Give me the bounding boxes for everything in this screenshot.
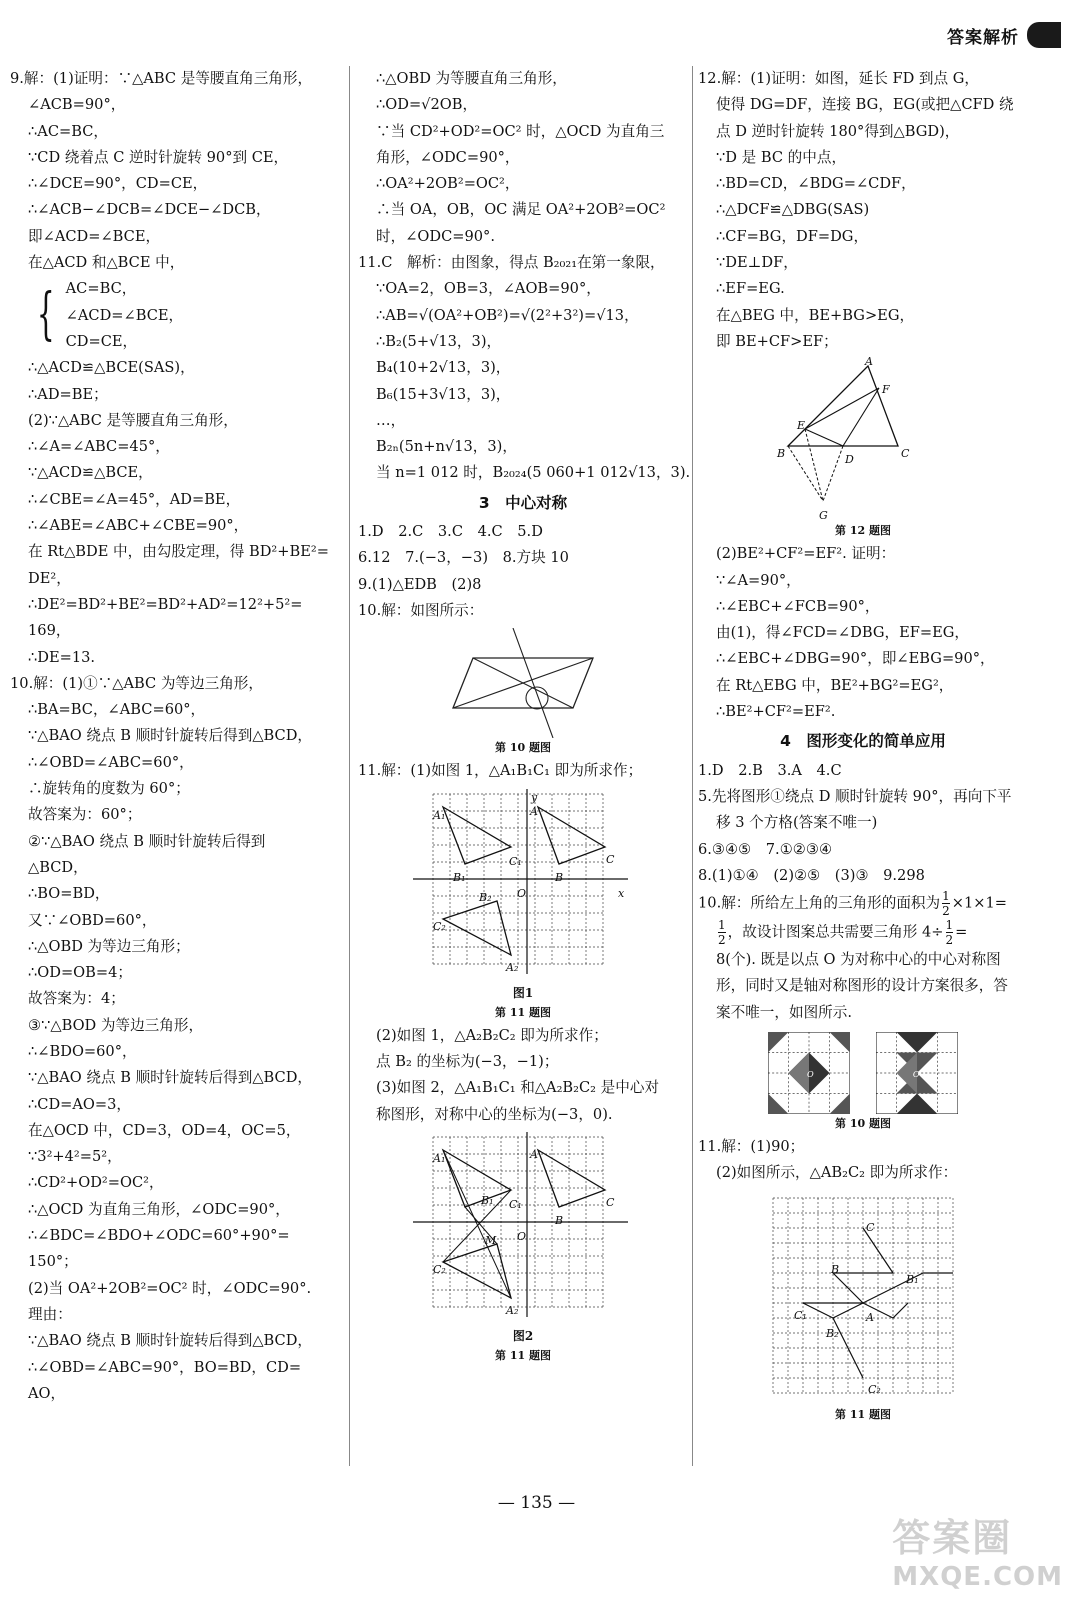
point-label: D [845,453,854,467]
text-line: (3)如图 2，△A₁B₁C₁ 和△A₂B₂C₂ 是中心对 [376,1079,660,1097]
text-line: ∴∠CBE=∠A=45°，AD=BE， [28,490,241,508]
point-label: B [831,1262,840,1276]
point-label: C [606,1196,615,1210]
text-line: ∴B₂(5+√13，3)， [376,332,502,350]
text-line: ∴∠EBC+∠DBG=90°，即∠EBG=90°， [716,650,995,668]
text-line: ∵CD 绕着点 C 逆时针旋转 90°到 CE， [28,148,289,166]
text-line: …， [376,411,406,429]
point-label: O [806,1069,814,1080]
text-line: ∴∠ACB−∠DCB=∠DCE−∠DCB， [28,201,271,219]
column-divider-2 [692,66,693,1466]
text-line: ∵DE⊥DF， [716,254,798,272]
text-line: ∴CD²+OD²=OC²， [28,1174,164,1192]
text-line: ∵当 CD²+OD²=OC² 时，△OCD 为直角三 [376,122,665,140]
figure-caption: 第 12 题图 [835,524,891,538]
y-axis-label: y [531,790,538,804]
text-line: 5.先将图形①绕点 D 顺时针旋转 90°，再向下平 [698,787,1012,805]
point-label: F [882,383,890,397]
text-line: ∵△BAO 绕点 B 顺时针旋转后得到△BCD， [28,1332,312,1350]
text-line: 169， [28,622,71,640]
point-label: C₂ [433,919,446,933]
text-line: 8.(1)①④ (2)②⑤ (3)③ 9.298 [698,866,925,884]
equation-system [10,276,345,355]
text-line: ∴OD=√2OB， [376,96,478,114]
text-line: 12.解：(1)证明：如图，延长 FD 到点 G， [698,70,980,87]
text-line: ∴EF=EG. [716,280,785,298]
text-line: 即∠ACD=∠BCE， [28,227,161,245]
text-line: (2)当 OA²+2OB²=OC² 时，∠ODC=90°. [28,1279,312,1297]
text-fragment: ，故设计图案总共需要三角形 4÷ [727,923,944,941]
point-label: C₁ [509,1198,522,1212]
text-line: B₆(15+3√13，3)， [376,385,511,403]
point-label: A₁ [433,1152,446,1166]
text-line: (2)∵△ABC 是等腰直角三角形， [28,411,238,429]
point-label: B₁ [453,870,466,884]
rotation-grid [768,1193,958,1405]
point-label: C₁ [509,854,522,868]
text-line: 11.解：(1)90； [698,1138,805,1156]
grid-figure-1 [413,789,633,983]
text-fragment: 10.解：所给左上角的三角形的面积为 [698,894,941,912]
column-2 [358,66,691,1366]
point-label: C₂ [433,1263,446,1277]
point-label: C [901,447,910,461]
text-line: 在 Rt△BDE 中，由勾股定理，得 BD²+BE²= [28,543,329,561]
figure-caption: 第 10 题图 [835,1117,891,1131]
column-1 [10,66,345,1407]
fraction [718,918,726,947]
text-line: 点 D 逆时针旋转 180°得到△BGD)， [716,122,960,140]
text-line: CD=CE， [65,332,138,350]
header-tab-marker [1027,22,1061,48]
point-label: C₂ [868,1382,881,1396]
text-line: 理由： [28,1305,72,1323]
parallelogram-figure [433,628,613,738]
text-line: 1.D 2.B 3.A 4.C [698,761,842,779]
point-label: A [530,1148,538,1162]
text-line: ∴∠OBD=∠ABC=60°， [28,753,194,771]
column-divider-1 [349,66,350,1466]
text-line: ∴∠ABE=∠ABC+∠CBE=90°， [28,517,249,535]
text-line: ∴BD=CD，∠BDG=∠CDF， [716,175,916,193]
figure-caption: 第 11 题图 [835,1407,891,1421]
text-line: ∴AD=BE； [28,385,108,403]
text-line: 又∵∠OBD=60°， [28,911,157,929]
text-line: 6.12 7.(−3，−3) 8.方块 10 [358,549,569,567]
text-line: ∴△OBD 为等腰直角三角形， [376,70,567,87]
text-line: ∴△ACD≌△BCE(SAS)， [28,359,195,377]
text-line: ∴BO=BD， [28,885,110,903]
text-line: ∴CF=BG，DF=DG， [716,227,869,245]
text-line: (2)如图所示，△AB₂C₂ 即为所求作： [716,1164,958,1182]
text-line: ∴DE²=BD²+BE²=BD²+AD²=12²+5²= [28,595,303,613]
fraction-numerator: 1 [945,918,954,933]
text-line: ∴OD=OB=4； [28,964,132,982]
text-line [698,889,1028,918]
header-title: 答案解析 [947,27,1019,48]
x-axis-label: x [618,886,625,900]
text-line: 9.解：(1)证明：∵△ABC 是等腰直角三角形， [10,70,313,87]
text-line: 形，同时又是轴对称图形的设计方案很多，答 [716,977,1008,995]
text-line: (2)如图 1，△A₂B₂C₂ 即为所求作； [376,1026,608,1044]
section-title: 4 图形变化的简单应用 [780,732,946,751]
figure-sub-caption: 图1 [512,985,534,1000]
design-2 [876,1032,958,1114]
text-line: 时，∠ODC=90°. [376,227,495,245]
text-line: 即 BE+CF>EF； [716,332,838,350]
text-fragment: ×1×1= [951,894,1008,912]
point-label: B [777,447,786,461]
text-line: ③∵△BOD 为等边三角形， [28,1016,204,1034]
text-line: ∵D 是 BC 的中点， [716,148,847,166]
text-line [698,918,1028,947]
text-line: B₄(10+2√13，3)， [376,359,511,377]
point-label: O [912,1069,920,1080]
triangle-diagram [783,361,943,521]
text-line: 在△OCD 中，CD=3，OD=4，OC=5， [28,1121,301,1139]
text-line: 在△BEG 中，BE+BG>EG， [716,306,915,324]
section-title: 3 中心对称 [478,493,568,512]
text-line: 案不唯一，如图所示. [716,1003,852,1021]
fraction-numerator: 1 [718,918,726,933]
text-line: ∵△BAO 绕点 B 顺时针旋转后得到△BCD， [28,727,312,745]
point-label: A₁ [433,808,446,822]
text-line: 称图形，对称中心的坐标为(−3，0). [376,1105,613,1123]
text-fragment: = [955,923,968,941]
text-line: △BCD， [28,858,88,876]
text-line: ∴CD=AO=3， [28,1095,131,1113]
text-line: 6.③④⑤ 7.①②③④ [698,840,833,858]
text-line: ∠ACB=90°， [28,96,126,114]
rotation-grid-figure [768,1193,958,1405]
text-line: ∴△OCD 为直角三角形，∠ODC=90°， [28,1200,290,1218]
point-label: C [606,852,615,866]
point-label: C [866,1220,875,1234]
grid-figure-2 [413,1132,633,1326]
text-line: 点 B₂ 的坐标为(−3，−1)； [376,1053,559,1071]
text-line: ∴BA=BC，∠ABC=60°， [28,701,206,719]
symmetric-designs [698,1032,1028,1114]
watermark-url: MXQE.COM [892,1562,1063,1592]
point-label: A [530,804,538,818]
text-line: 故答案为：4； [28,990,125,1008]
brace-symbol: { [36,282,55,348]
figure-caption: 第 10 题图 [495,741,551,755]
text-line: ∴DE=13. [28,648,96,666]
text-line: 在 Rt△EBG 中，BE²+BG²=EG²， [716,676,954,694]
fraction-denominator: 2 [942,904,950,919]
text-line: ∵3²+4²=5²， [28,1148,122,1166]
watermark-logo [892,1507,1063,1592]
text-line: 故答案为：60°； [28,806,142,824]
point-label: E [797,419,806,433]
point-label: G [819,509,828,523]
text-line: AC=BC， [65,280,137,298]
point-label: B₂ [479,890,492,904]
point-label: O [517,886,527,900]
text-line: ∴当 OA，OB，OC 满足 OA²+2OB²=OC² [376,201,666,219]
text-line: 11.解：(1)如图 1，△A₁B₁C₁ 即为所求作； [358,762,643,780]
point-label: M [485,1234,497,1248]
text-line: ∴∠OBD=∠ABC=90°，BO=BD，CD= [28,1358,302,1376]
text-line: 当 n=1 012 时，B₂₀₂₄(5 060+1 012√13，3). [376,464,691,482]
text-line: ∴∠A=∠ABC=45°， [28,438,170,456]
text-line: DE²， [28,569,71,587]
point-label: B₁ [906,1272,919,1286]
figure-caption: 第 11 题图 [495,1349,551,1363]
text-line: 9.(1)△EDB (2)8 [358,575,482,593]
text-line: 由(1)，得∠FCD=∠DBG，EF=EG， [716,624,969,642]
text-line: ∵△BAO 绕点 B 顺时针旋转后得到△BCD， [28,1069,312,1087]
text-line: 角形，∠ODC=90°， [376,148,520,166]
fraction-numerator: 1 [942,889,950,904]
text-line: ∵∠A=90°， [716,571,801,589]
text-line: 使得 DG=DF，连接 BG，EG(或把△CFD 绕 [716,96,1014,114]
text-line: 在△ACD 和△BCE 中， [28,254,185,272]
page-header [947,22,1061,48]
text-line: ∵OA=2，OB=3，∠AOB=90°， [376,280,601,298]
fraction [942,889,950,918]
point-label: C₁ [794,1308,807,1322]
column-3 [698,66,1028,1425]
text-line: ∴∠BDO=60°， [28,1042,137,1060]
triangle-figure [777,355,943,523]
text-line: ∴OA²+2OB²=OC²， [376,175,520,193]
text-line: 1.D 2.C 3.C 4.C 5.D [358,523,543,541]
text-line: (2)BE²+CF²=EF². 证明： [716,545,896,563]
text-line: AO， [28,1384,66,1402]
text-line: ∴AC=BC， [28,122,108,140]
text-line: 移 3 个方格(答案不唯一) [716,814,878,832]
text-line: ∴BE²+CF²=EF². [716,703,836,721]
text-line: ∴∠DCE=90°，CD=CE， [28,175,208,193]
text-line: ∴AB=√(OA²+OB²)=√(2²+3²)=√13， [376,306,639,324]
text-line: ∴∠BDC=∠BDO+∠ODC=60°+90°= [28,1227,290,1245]
figure-caption: 第 11 题图 [495,1005,551,1019]
point-label: A₂ [506,1304,519,1318]
text-line: ∵△ACD≌△BCE， [28,464,153,482]
text-line: ∴∠EBC+∠FCB=90°， [716,597,880,615]
point-label: O [517,1230,527,1244]
point-label: B₂ [826,1326,839,1340]
text-line: ∴△OBD 为等边三角形； [28,937,190,955]
figure-sub-caption: 图2 [512,1329,534,1344]
text-line: ②∵△BAO 绕点 B 顺时针旋转后得到 [28,832,266,850]
fraction-denominator: 2 [718,933,726,948]
point-label: B₁ [481,1194,494,1208]
text-line: 10.解：(1)①∵△ABC 为等边三角形， [10,674,263,692]
text-line: 150°； [28,1253,78,1271]
text-line: ∴△DCF≌△DBG(SAS) [716,201,870,219]
text-line: ∴旋转角的度数为 60°； [28,780,190,798]
point-label: B [555,870,564,884]
point-label: B [555,1214,564,1228]
text-line: B₂ₙ(5n+n√13，3)， [376,438,517,456]
watermark-text: 答案圈 [892,1516,1013,1560]
fraction [946,918,954,947]
point-label: A [865,355,873,369]
text-line: ∠ACD=∠BCE， [65,306,184,324]
text-line: 8(个). 既是以点 O 为对称中心的中心对称图 [716,951,1001,969]
page-number: — 135 — [497,1493,576,1513]
text-line: 11.C 解析：由图象，得点 B₂₀₂₁在第一象限， [358,254,665,272]
text-line: 10.解：如图所示： [358,601,484,619]
point-label: A₂ [506,960,519,974]
point-label: A [866,1310,874,1324]
design-1 [768,1032,850,1114]
fraction-denominator: 2 [945,933,954,948]
